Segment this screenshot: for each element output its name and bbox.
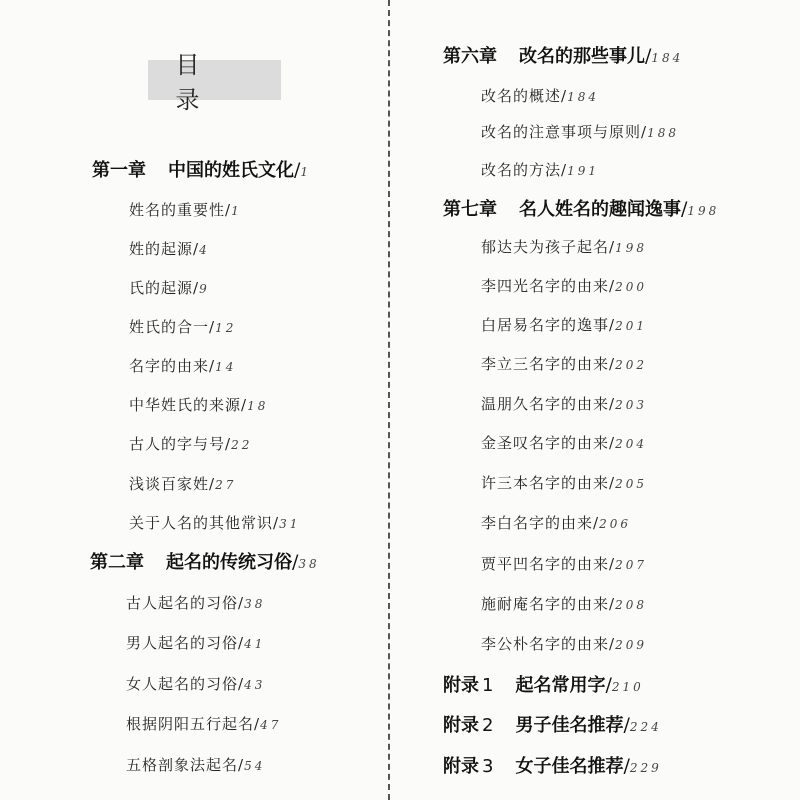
toc-entry bbox=[481, 357, 647, 372]
appendix-number: 1 bbox=[482, 675, 494, 696]
slash: / bbox=[609, 277, 616, 295]
page-number: 14 bbox=[215, 360, 237, 374]
entry-title: 中华姓氏的来源 bbox=[129, 396, 242, 414]
entry-title: 白居易名字的逸事 bbox=[481, 316, 610, 334]
entry-title: 姓名的重要性 bbox=[129, 201, 226, 219]
appendix-title: 男子佳名推荐 bbox=[515, 715, 624, 736]
entry-title: 温朋久名字的由来 bbox=[481, 395, 610, 413]
page-number: 184 bbox=[567, 90, 599, 104]
page-number: 31 bbox=[279, 517, 301, 531]
page-number: 54 bbox=[244, 759, 266, 773]
slash: / bbox=[609, 595, 616, 613]
page-number: 1 bbox=[300, 165, 312, 179]
appendix-label: 附录 bbox=[443, 675, 479, 696]
page-number: 204 bbox=[615, 437, 647, 451]
slash: / bbox=[609, 355, 616, 373]
entry-title: 李四光名字的由来 bbox=[481, 277, 610, 295]
chapter-number: 第二章 bbox=[90, 552, 144, 573]
toc-entry bbox=[129, 477, 236, 492]
slash: / bbox=[209, 318, 216, 336]
chapter-heading bbox=[90, 553, 320, 572]
entry-title: 改名的注意事项与原则 bbox=[481, 123, 642, 141]
page-number: 47 bbox=[260, 718, 282, 732]
page-number: 229 bbox=[629, 761, 662, 775]
slash: / bbox=[209, 357, 216, 375]
page-number: 188 bbox=[647, 126, 679, 140]
toc-entry bbox=[126, 677, 265, 692]
appendix-heading bbox=[443, 716, 662, 735]
toc-entry bbox=[481, 163, 599, 178]
page-number: 38 bbox=[244, 597, 266, 611]
toc-entry bbox=[129, 437, 252, 452]
page-number: 12 bbox=[215, 321, 237, 335]
toc-entry bbox=[481, 476, 647, 491]
page-number: 201 bbox=[615, 319, 647, 333]
entry-title: 男人起名的习俗 bbox=[126, 634, 239, 652]
column-divider bbox=[388, 0, 390, 800]
entry-title: 古人的字与号 bbox=[129, 435, 226, 453]
page-number: 22 bbox=[231, 438, 253, 452]
page-number: 210 bbox=[611, 680, 644, 694]
slash: / bbox=[623, 755, 630, 777]
toc-entry bbox=[129, 516, 300, 531]
chapter-title: 起名的传统习俗 bbox=[166, 552, 292, 573]
entry-title: 郁达夫为孩子起名 bbox=[481, 238, 610, 256]
toc-entry bbox=[481, 637, 647, 652]
appendix-label: 附录 bbox=[443, 756, 479, 777]
slash: / bbox=[238, 756, 245, 774]
chapter-heading bbox=[443, 47, 683, 66]
slash: / bbox=[241, 396, 248, 414]
toc-entry bbox=[481, 240, 647, 255]
page-number: 18 bbox=[247, 399, 269, 413]
toc-entry bbox=[126, 717, 281, 732]
entry-title: 金圣叹名字的由来 bbox=[481, 434, 610, 452]
slash: / bbox=[609, 555, 616, 573]
slash: / bbox=[561, 87, 568, 105]
appendix-number: 2 bbox=[482, 715, 494, 736]
entry-title: 李立三名字的由来 bbox=[481, 355, 610, 373]
entry-title: 女人起名的习俗 bbox=[126, 675, 239, 693]
toc-entry bbox=[481, 597, 647, 612]
slash: / bbox=[193, 279, 200, 297]
page-number: 43 bbox=[244, 678, 266, 692]
slash: / bbox=[609, 238, 616, 256]
slash: / bbox=[238, 675, 245, 693]
slash: / bbox=[645, 45, 652, 67]
toc-entry bbox=[481, 125, 679, 140]
page-number: 1 bbox=[231, 204, 242, 218]
slash: / bbox=[609, 434, 616, 452]
entry-title: 五格剖象法起名 bbox=[126, 756, 239, 774]
entry-title: 氏的起源 bbox=[129, 279, 194, 297]
toc-entry bbox=[481, 436, 647, 451]
toc-entry bbox=[481, 318, 647, 333]
slash: / bbox=[225, 201, 232, 219]
appendix-heading bbox=[443, 676, 644, 695]
slash: / bbox=[193, 240, 200, 258]
entry-title: 李白名字的由来 bbox=[481, 514, 594, 532]
chapter-title: 名人姓名的趣闻逸事 bbox=[519, 199, 681, 220]
slash: / bbox=[238, 634, 245, 652]
slash: / bbox=[292, 551, 299, 573]
toc-entry bbox=[126, 758, 265, 773]
slash: / bbox=[225, 435, 232, 453]
toc-entry bbox=[129, 242, 210, 257]
chapter-heading bbox=[443, 200, 719, 219]
slash: / bbox=[294, 159, 301, 181]
page-number: 205 bbox=[615, 477, 647, 491]
page-number: 184 bbox=[651, 51, 684, 65]
toc-title-box bbox=[148, 51, 284, 114]
chapter-heading bbox=[92, 161, 311, 180]
page-number: 202 bbox=[615, 358, 647, 372]
slash: / bbox=[609, 316, 616, 334]
chapter-number: 第七章 bbox=[443, 199, 497, 220]
entry-title: 许三本名字的由来 bbox=[481, 474, 610, 492]
toc-title: 目 录 bbox=[175, 51, 284, 114]
slash: / bbox=[561, 161, 568, 179]
entry-title: 姓的起源 bbox=[129, 240, 194, 258]
slash: / bbox=[238, 594, 245, 612]
page-number: 207 bbox=[615, 558, 647, 572]
slash: / bbox=[681, 198, 688, 220]
toc-entry bbox=[129, 359, 236, 374]
page-number: 206 bbox=[599, 517, 631, 531]
chapter-title: 中国的姓氏文化 bbox=[168, 160, 294, 181]
appendix-heading bbox=[443, 757, 662, 776]
page-number: 4 bbox=[199, 243, 210, 257]
page-number: 224 bbox=[629, 720, 662, 734]
appendix-number: 3 bbox=[482, 756, 494, 777]
appendix-title: 女子佳名推荐 bbox=[515, 756, 624, 777]
appendix-label: 附录 bbox=[443, 715, 479, 736]
chapter-number: 第六章 bbox=[443, 46, 497, 67]
toc-entry bbox=[481, 279, 647, 294]
slash: / bbox=[209, 475, 216, 493]
toc-entry bbox=[481, 89, 599, 104]
entry-title: 施耐庵名字的由来 bbox=[481, 595, 610, 613]
page-number: 200 bbox=[615, 280, 647, 294]
page-number: 208 bbox=[615, 598, 647, 612]
page-number: 203 bbox=[615, 398, 647, 412]
page-number: 209 bbox=[615, 638, 647, 652]
chapter-title: 改名的那些事儿 bbox=[519, 46, 645, 67]
entry-title: 改名的概述 bbox=[481, 87, 562, 105]
slash: / bbox=[609, 474, 616, 492]
toc-entry bbox=[481, 397, 647, 412]
toc-entry bbox=[129, 320, 236, 335]
slash: / bbox=[593, 514, 600, 532]
entry-title: 贾平凹名字的由来 bbox=[481, 555, 610, 573]
toc-entry bbox=[129, 398, 268, 413]
slash: / bbox=[254, 715, 261, 733]
slash: / bbox=[605, 674, 612, 696]
page-number: 198 bbox=[687, 204, 720, 218]
slash: / bbox=[273, 514, 280, 532]
appendix-title: 起名常用字 bbox=[515, 675, 606, 696]
entry-title: 古人起名的习俗 bbox=[126, 594, 239, 612]
toc-entry bbox=[481, 516, 631, 531]
entry-title: 姓氏的合一 bbox=[129, 318, 210, 336]
page-number: 9 bbox=[199, 282, 210, 296]
page-number: 41 bbox=[244, 637, 266, 651]
slash: / bbox=[609, 635, 616, 653]
slash: / bbox=[623, 714, 630, 736]
toc-entry bbox=[126, 636, 265, 651]
toc-entry bbox=[126, 596, 265, 611]
entry-title: 改名的方法 bbox=[481, 161, 562, 179]
page-number: 198 bbox=[615, 241, 647, 255]
toc-entry bbox=[481, 557, 647, 572]
slash: / bbox=[641, 123, 648, 141]
entry-title: 名字的由来 bbox=[129, 357, 210, 375]
slash: / bbox=[609, 395, 616, 413]
entry-title: 根据阴阳五行起名 bbox=[126, 715, 255, 733]
entry-title: 李公朴名字的由来 bbox=[481, 635, 610, 653]
toc-entry bbox=[129, 281, 210, 296]
page-number: 27 bbox=[215, 478, 237, 492]
entry-title: 关于人名的其他常识 bbox=[129, 514, 274, 532]
page-number: 191 bbox=[567, 164, 599, 178]
toc-entry bbox=[129, 203, 242, 218]
page-number: 38 bbox=[298, 557, 320, 571]
chapter-number: 第一章 bbox=[92, 160, 146, 181]
entry-title: 浅谈百家姓 bbox=[129, 475, 210, 493]
